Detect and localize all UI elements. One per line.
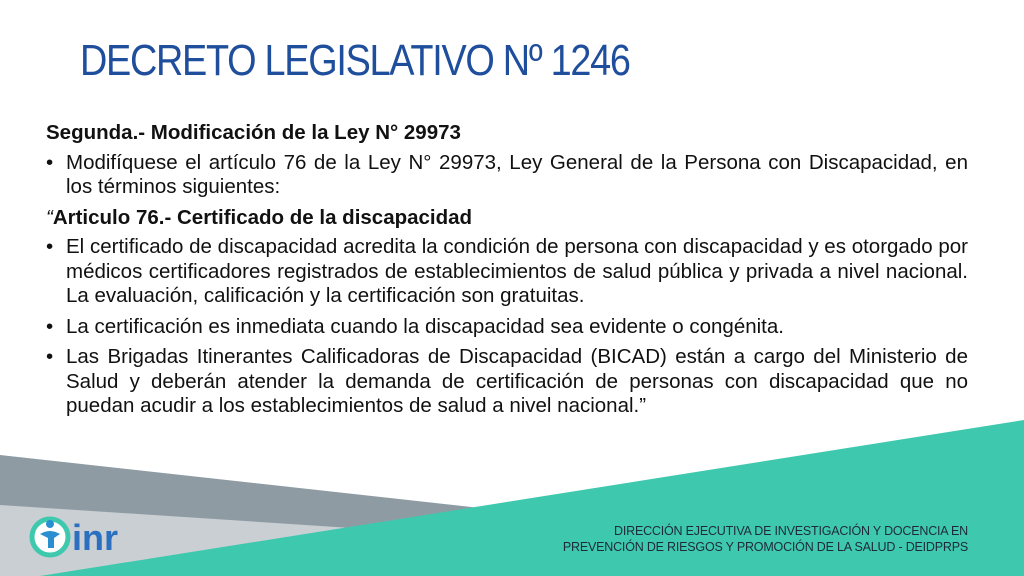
bullet-text: Las Brigadas Itinerantes Calificadoras de Discapacidad (BICAD) están a cargo del Ministerio de Salud y deberán atender la demanda de certificación de personas con discapacidad que no puedan acudir a los establecimientos de salud a nivel nacional.” [66,345,968,417]
article-heading-text: Articulo 76.- Certificado de la discapacidad [52,205,473,229]
bullet-dot: • [46,235,54,258]
inr-logo [28,512,158,562]
slide-title: DECRETO LEGISLATIVO Nº 1246 [80,36,630,85]
bullet-item [46,345,968,419]
bullet-dot: • [46,314,54,338]
bullet-text: Modifíquese el artículo 76 de la Ley N° 29973, Ley General de la Persona con Discapacidad, en los términos siguientes: [66,150,968,198]
section-heading: Segunda.- Modificación de la Ley N° 29973 [46,121,461,144]
logo-emblem-head [46,520,54,528]
bullet-item [46,235,968,309]
logo-text: inr [72,517,119,558]
bullet-dot: • [46,345,54,368]
bullet-item [46,151,968,200]
footer-line-2: PREVENCIÓN DE RIESGOS Y PROMOCIÓN DE LA SALUD - DEIDPRPS [562,540,968,554]
bullet-item [46,315,968,340]
article-heading [46,206,968,231]
bullet-text: La certificación es inmediata cuando la discapacidad sea evidente o congénita. [66,314,784,338]
bullet-text: El certificado de discapacidad acredita la condición de persona con discapacidad y es otorgado por médicos certificadores registrados de establecimientos de salud pública y privada a nivel nacional. La evaluación, calificación y la certificación son gratuitas. [66,235,968,307]
footer-line-1: DIRECCIÓN EJECUTIVA DE INVESTIGACIÓN Y DOCENCIA EN [614,524,968,538]
bullet-dot: • [46,150,54,174]
slide-body [46,121,968,425]
opening-quote: “ [46,205,53,229]
footer-institution [498,523,968,555]
